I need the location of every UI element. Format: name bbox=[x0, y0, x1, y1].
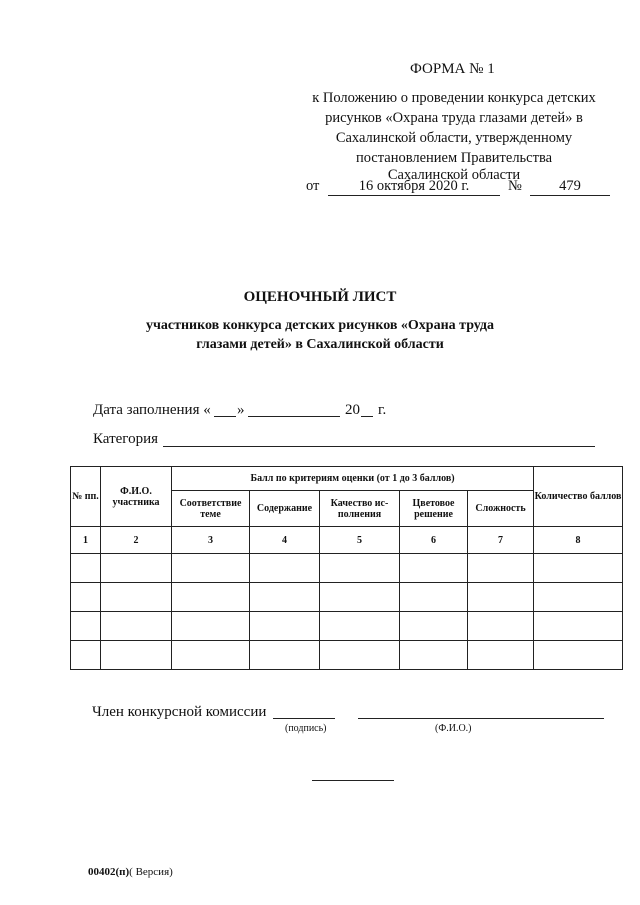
decree-date-line bbox=[306, 178, 626, 198]
fill-date-quote: » bbox=[237, 402, 245, 418]
table-cell[interactable] bbox=[172, 641, 250, 670]
signature-blank[interactable] bbox=[273, 718, 335, 719]
table-cell[interactable] bbox=[250, 583, 320, 612]
table-cell[interactable] bbox=[534, 554, 623, 583]
column-number: 2 bbox=[101, 527, 172, 554]
signature-caption: (подпись) bbox=[285, 723, 327, 734]
table-cell[interactable] bbox=[250, 612, 320, 641]
form-number: ФОРМА № 1 bbox=[410, 61, 495, 77]
table-cell[interactable] bbox=[534, 612, 623, 641]
table-cell[interactable] bbox=[101, 612, 172, 641]
table-cell[interactable] bbox=[400, 612, 468, 641]
evaluation-table bbox=[70, 466, 623, 670]
table-cell[interactable] bbox=[172, 612, 250, 641]
decree-date: 16 октября 2020 г. bbox=[328, 178, 500, 196]
table-row bbox=[71, 583, 623, 612]
col-header-total: Количество баллов bbox=[534, 467, 623, 527]
table-cell[interactable] bbox=[320, 583, 400, 612]
fill-date-year: 20 bbox=[345, 402, 360, 418]
category-field bbox=[93, 431, 603, 451]
from-label: от bbox=[306, 178, 320, 194]
table-cell[interactable] bbox=[172, 554, 250, 583]
fill-date-label: Дата заполнения « bbox=[93, 402, 211, 418]
table-row bbox=[71, 641, 623, 670]
col-header-criterion: Качество ис-полнения bbox=[320, 491, 400, 527]
fill-date-suffix: г. bbox=[378, 402, 387, 418]
col-header-criterion: Цветовое решение bbox=[400, 491, 468, 527]
column-number: 3 bbox=[172, 527, 250, 554]
table-cell[interactable] bbox=[534, 641, 623, 670]
table-cell[interactable] bbox=[71, 612, 101, 641]
table-cell[interactable] bbox=[534, 583, 623, 612]
table-cell[interactable] bbox=[250, 641, 320, 670]
table-cell[interactable] bbox=[320, 612, 400, 641]
table-row bbox=[71, 554, 623, 583]
column-number: 1 bbox=[71, 527, 101, 554]
table-cell[interactable] bbox=[71, 583, 101, 612]
table-cell[interactable] bbox=[468, 641, 534, 670]
name-caption: (Ф.И.О.) bbox=[435, 723, 472, 734]
fill-date-field bbox=[93, 402, 403, 422]
header-line-4: постановлением Правительства bbox=[355, 150, 553, 166]
col-header-criterion: Соответствие теме bbox=[172, 491, 250, 527]
table-cell[interactable] bbox=[400, 641, 468, 670]
table-cell[interactable] bbox=[400, 583, 468, 612]
fill-date-year-blank[interactable] bbox=[361, 416, 373, 417]
column-number: 7 bbox=[468, 527, 534, 554]
footer-doc-code bbox=[88, 866, 173, 878]
category-blank[interactable] bbox=[163, 446, 595, 447]
table-cell[interactable] bbox=[101, 554, 172, 583]
header-line-5: Сахалинской области bbox=[387, 167, 521, 183]
table-cell[interactable] bbox=[320, 554, 400, 583]
col-header-criterion: Сложность bbox=[468, 491, 534, 527]
header-line-3: Сахалинской области, утвержденному bbox=[335, 130, 573, 146]
subtitle-line-1: участников конкурса детских рисунков «Охрана труда bbox=[145, 318, 495, 333]
table-cell[interactable] bbox=[250, 554, 320, 583]
category-label: Категория bbox=[93, 431, 158, 447]
separator-line bbox=[312, 780, 394, 781]
table-cell[interactable] bbox=[101, 583, 172, 612]
subtitle-line-2: глазами детей» в Сахалинской области bbox=[196, 337, 444, 352]
col-header-criterion: Содержание bbox=[250, 491, 320, 527]
footer-code: 00402(п) bbox=[88, 866, 130, 878]
header-line-1: к Положению о проведении конкурса детских bbox=[312, 90, 596, 106]
page-title: ОЦЕНОЧНЫЙ ЛИСТ bbox=[243, 289, 397, 305]
table-row bbox=[71, 612, 623, 641]
col-header-number: № пп. bbox=[71, 467, 101, 527]
table-cell[interactable] bbox=[468, 612, 534, 641]
table-cell[interactable] bbox=[172, 583, 250, 612]
table-row-numbering bbox=[71, 527, 623, 554]
fill-date-month-blank[interactable] bbox=[248, 416, 340, 417]
signature-label: Член конкурсной комиссии bbox=[92, 704, 267, 720]
footer-version: ( Версия) bbox=[129, 866, 173, 878]
header-line-2: рисунков «Охрана труда глазами детей» в bbox=[325, 110, 583, 126]
table-cell[interactable] bbox=[468, 583, 534, 612]
col-header-criteria-group: Балл по критериям оценки (от 1 до 3 баллов) bbox=[172, 467, 534, 491]
col-header-name: Ф.И.О. участника bbox=[101, 467, 172, 527]
table-cell[interactable] bbox=[468, 554, 534, 583]
column-number: 4 bbox=[250, 527, 320, 554]
table-cell[interactable] bbox=[101, 641, 172, 670]
table-cell[interactable] bbox=[400, 554, 468, 583]
name-blank[interactable] bbox=[358, 718, 604, 719]
table-cell[interactable] bbox=[71, 641, 101, 670]
table-cell[interactable] bbox=[71, 554, 101, 583]
column-number: 8 bbox=[534, 527, 623, 554]
number-label: № bbox=[508, 178, 522, 194]
decree-number: 479 bbox=[530, 178, 610, 196]
column-number: 6 bbox=[400, 527, 468, 554]
column-number: 5 bbox=[320, 527, 400, 554]
table-cell[interactable] bbox=[320, 641, 400, 670]
fill-date-day-blank[interactable] bbox=[214, 416, 236, 417]
